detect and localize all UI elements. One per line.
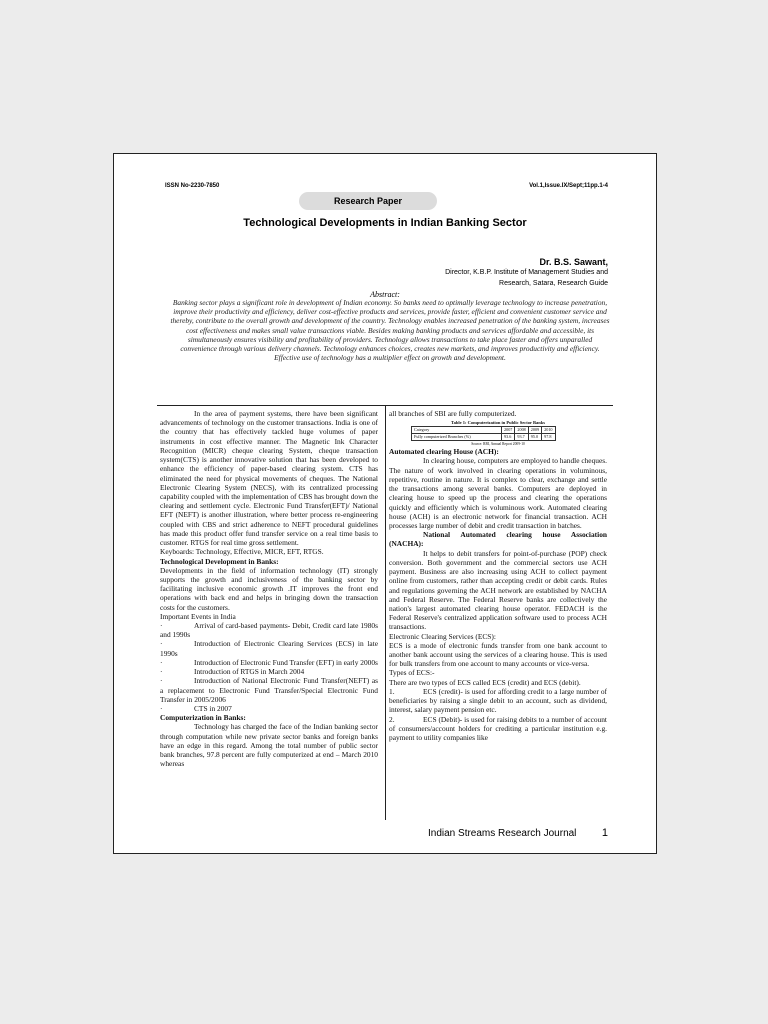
bullet-symbol: · <box>160 657 163 667</box>
volume-info: Vol.1,Issue.IX/Sept;11pp.1-4 <box>529 183 608 189</box>
tech-paragraph: Developments in the field of information technology (IT) strongly supports the growth and inclusiveness of the banking sector by facilitating inclusive economic growth .IT improves the front end operations with back end and helps in bringing down the transaction costs for the customers. <box>160 565 378 612</box>
author-affiliation-line1: Director, K.B.P. Institute of Management Studies and <box>445 269 608 276</box>
journal-name: Indian Streams Research Journal <box>428 828 577 839</box>
table-cell: 2007 <box>502 427 515 434</box>
item-text: ECS (credit)- is used for affording credit to a large number of beneficiaries by raising a single debit to an account, such as dividend, interest, salary payment pension etc. <box>389 686 607 715</box>
table-cell: Fully computerized Branches (%) <box>412 434 502 441</box>
event-item <box>160 639 378 657</box>
event-item <box>160 667 378 676</box>
bullet-symbol: · <box>160 667 163 677</box>
table-cell: 93.7 <box>515 434 528 441</box>
ecs-paragraph: ECS is a mode of electronic funds transfer from one bank account to another bank account using the services of a clearing house. This is used for bulk transfers from one account to many accounts or vice-versa. <box>389 640 607 669</box>
column-divider <box>385 406 386 820</box>
event-item <box>160 676 378 704</box>
event-text: Arrival of card-based payments- Debit, Credit card late 1980s and 1990s <box>160 621 378 640</box>
heading-computerization: Computerization in Banks: <box>160 713 246 723</box>
ecs-heading: Electronic Clearing Services (ECS): <box>389 631 496 641</box>
sbi-line: all branches of SBI are fully computerized. <box>389 409 517 418</box>
table-source: Source: RBI, Annual Report 2009-10 <box>471 442 525 447</box>
abstract-label: Abstract: <box>370 290 400 299</box>
bullet-symbol: · <box>160 704 163 713</box>
event-text: Introduction of RTGS in March 2004 <box>194 667 305 677</box>
event-text: Introduction of Electronic Clearing Services (ECS) in late 1990s <box>160 639 378 658</box>
left-column <box>160 409 378 769</box>
item-number: 2. <box>389 714 395 724</box>
table-row <box>412 434 556 441</box>
types-heading: Types of ECS:- <box>389 668 435 678</box>
events-heading: Important Events in India <box>160 611 236 621</box>
heading-nacha: National Automated clearing house Association (NACHA): <box>389 530 607 549</box>
table-cell: 93.6 <box>502 434 515 441</box>
computerization-paragraph: Technology has charged the face of the Indian banking sector through computation while new private sector banks and foreign banks have an edge in this regard. Among the total number of public sector bank branches, 97.8 percent are fully computerized at end – March 2010 whereas <box>160 722 378 769</box>
event-item <box>160 658 378 667</box>
list-item <box>389 687 607 715</box>
event-text: Introduction of National Electronic Fund Transfer(NEFT) as a replacement to Electronic Fund Transfer/Special Electronic Fund Transfer in 2005/2006 <box>160 676 378 704</box>
table-caption: Table 1: Computerization in Public Sector Banks <box>450 420 545 426</box>
paper-title: Technological Developments in Indian Banking Sector <box>243 217 527 229</box>
computerization-table <box>411 426 556 441</box>
ach-paragraph: In clearing house, computers are employed to handle cheques. The nature of work involved in clearing operations in voluminous, repetitive, routine in nature. It is complex to clear, exchange and settle the transactions among several banks. Computers are deployed in clearing house to speed up the process and clearing the operations quickly and efficiently which is voluminous work. Automated clearing house (ACH) is an electronic network for financial transaction. ACH processes large number of debit and credit transaction in batches. <box>389 456 607 530</box>
types-paragraph: There are two types of ECS called ECS (credit) and ECS (debit). <box>389 677 581 687</box>
issn-number: ISSN No-2230-7850 <box>165 183 220 189</box>
table-cell: 97.8 <box>542 434 555 441</box>
list-item <box>389 715 607 743</box>
keywords: Keyboards: Technology, Effective, MICR, EFT, RTGS. <box>160 547 324 557</box>
bullet-symbol: · <box>160 639 163 649</box>
abstract-text: Banking sector plays a significant role in development of Indian economy. So banks need to optimally leverage technology to increase penetration, improve their productivity and efficiency, deliver cost-effective products and services, provide faster, efficient and convenient customer service and thereby, contribute to the overall growth and development of the country. Technology enables increased penetration of the banking system, increases cost effectiveness and makes small value transactions viable. Besides making banking products and services affordable and accessible, its simultaneously ensures visibility and profitability of providers. Technology allows transactions to take place faster and offers unparalled convenience through various delivery channels. Technology enhances choices, creates new markets, and improves productivity and efficiency. Effective use of technology has a multiplier effect on growth and development. <box>170 298 610 363</box>
section-label: Research Paper <box>299 192 437 210</box>
table-header-row <box>412 427 556 434</box>
nacha-paragraph: It helps to debit transfers for point-of-purchase (POP) check conversion. Both government and the commercial sectors use ACH payment. Business are also increasing using ACH to collect payment online from customers, rather than accepting credit or debit cards. Rules and regulations governing the ACH network are established by NACHA and Federal Reserve. The Federal Reserve banks are collectively the nation's largest automated clearing house operator. FEDACH is the Federal Reserve's centralized application software used to process ACH transactions. <box>389 548 607 632</box>
event-item <box>160 704 378 713</box>
author-affiliation-line2: Research, Satara, Research Guide <box>499 280 608 287</box>
table-cell: 95.0 <box>528 434 541 441</box>
event-text: Introduction of Electronic Fund Transfer (EFT) in early 2000s <box>194 657 378 667</box>
item-number: 1. <box>389 686 395 696</box>
event-text: CTS in 2007 <box>194 704 232 713</box>
bullet-symbol: · <box>160 676 163 686</box>
table-cell: 2010 <box>542 427 555 434</box>
table-cell: 2008 <box>515 427 528 434</box>
bullet-symbol: · <box>160 621 163 631</box>
page-number: 1 <box>601 827 608 839</box>
author-name: Dr. B.S. Sawant, <box>539 257 608 267</box>
heading-technological-development: Technological Development in Banks: <box>160 556 279 566</box>
right-column <box>389 409 607 742</box>
paper-page <box>113 153 657 854</box>
heading-ach: Automated clearing House (ACH): <box>389 447 499 457</box>
table-cell: Category <box>412 427 502 434</box>
event-item <box>160 621 378 639</box>
intro-paragraph: In the area of payment systems, there have been significant advancements of technology on the customer transactions. India is one of the country that has effectively tackled huge volumes of paper instruments in cost effective manner. The Magnetic Ink Character Recognition (MICR) cheque clearing System, cheque transaction system(CTS) is another innovative solution that has been developed to enhance the efficiency of paper-based clearing system. CTS has eliminated the need for physical movements of cheques. The National Electronic Clearing System (NECS), with its centralized processing capability coupled with the implementation of CBS has brought down the clearing and settlement cycle. Electronic Fund Transfer(EFT)/ National EFT (NEFT) is another illustration, where better process re-engineering coupled with CBS and strict adherence to NEFT procedural guidelines has made this product offer fund transfer service on a real time basis to customer. RTGS for real time gross settlement. <box>160 409 378 548</box>
table-cell: 2009 <box>528 427 541 434</box>
item-text: ECS (Debit)- is used for raising debits to a number of account of consumers/account holders for crediting a particular institution e.g. payment to utility companies like <box>389 714 607 742</box>
